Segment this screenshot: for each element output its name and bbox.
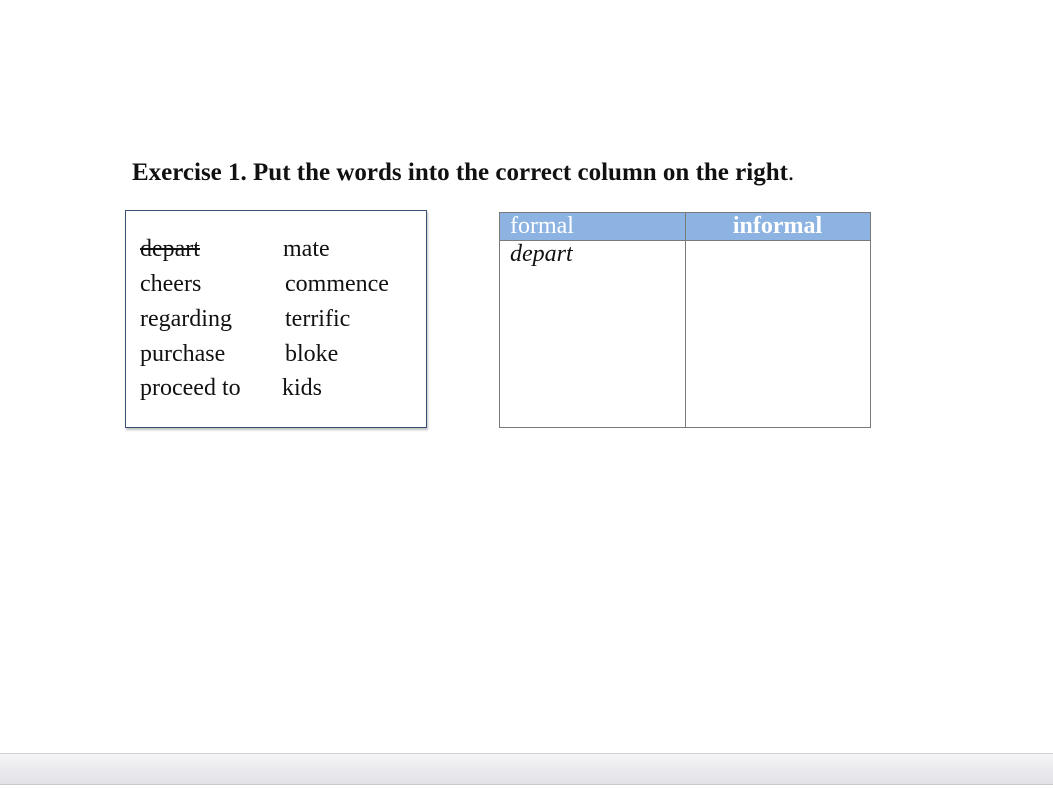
- word-cheers: cheers: [140, 271, 202, 297]
- word-regarding: regarding: [140, 306, 232, 332]
- word-mate: mate: [283, 236, 330, 262]
- formal-column-header: formal: [500, 213, 685, 241]
- column-divider: [685, 213, 686, 427]
- word-depart: depart: [140, 236, 200, 262]
- exercise-title-period: .: [787, 159, 795, 186]
- word-box: [125, 210, 427, 428]
- word-proceed-to: proceed to: [140, 375, 241, 401]
- informal-column-header: informal: [685, 213, 870, 241]
- word-commence: commence: [285, 271, 389, 297]
- exercise-title: [132, 158, 794, 188]
- exercise-title-text: Exercise 1. Put the words into the correct column on the right: [132, 159, 788, 186]
- word-terrific: terrific: [285, 306, 351, 332]
- formal-column-entry[interactable]: depart: [510, 241, 573, 267]
- word-bloke: bloke: [285, 341, 339, 367]
- word-kids: kids: [282, 375, 323, 401]
- bottom-scroll-bar[interactable]: [0, 753, 1053, 785]
- word-purchase: purchase: [140, 341, 226, 367]
- sorting-table: [499, 212, 871, 428]
